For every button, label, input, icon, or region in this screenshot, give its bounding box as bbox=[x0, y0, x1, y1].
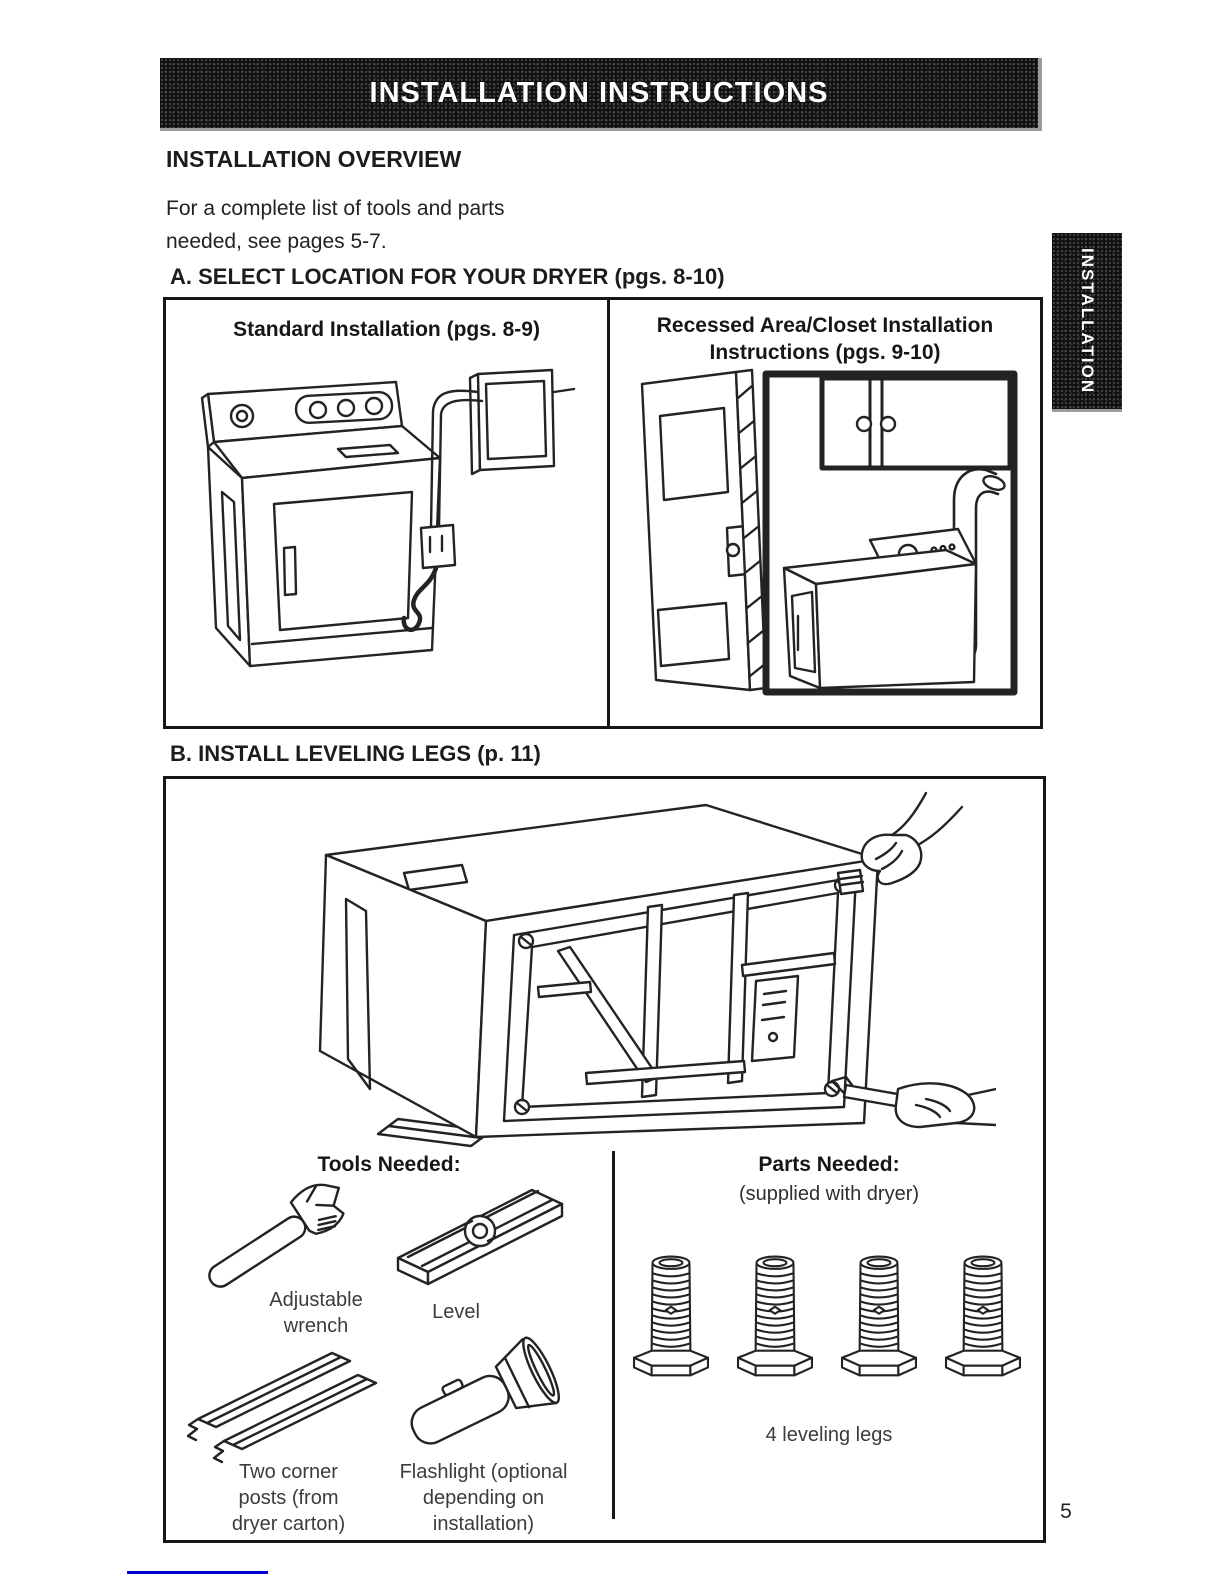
section-a-heading: A. SELECT LOCATION FOR YOUR DRYER (pgs. 8-10) bbox=[170, 264, 725, 289]
flashlight-illustration bbox=[394, 1303, 599, 1458]
parts-needed-subheading: (supplied with dryer) bbox=[738, 1183, 920, 1205]
leveling-leg-illustration bbox=[939, 1227, 1027, 1397]
leveling-leg-illustration bbox=[627, 1227, 715, 1397]
standard-installation-dryer-illustration bbox=[178, 352, 598, 707]
parts-needed-heading: Parts Needed: bbox=[758, 1153, 900, 1176]
leveling-legs-figure-box bbox=[163, 776, 1046, 1543]
standard-installation-title: Standard Installation (pgs. 8-9) bbox=[233, 318, 540, 341]
level-illustration bbox=[386, 1163, 571, 1293]
overview-heading: INSTALLATION OVERVIEW bbox=[166, 146, 462, 172]
section-b-heading: B. INSTALL LEVELING LEGS (p. 11) bbox=[170, 741, 541, 766]
page-number: 5 bbox=[1060, 1500, 1072, 1523]
installation-instructions-banner bbox=[160, 58, 1042, 131]
leveling-leg-illustration bbox=[835, 1227, 923, 1397]
adjustable-wrench-label: Adjustable wrench bbox=[269, 1289, 363, 1337]
overview-body: For a complete list of tools and parts needed, see pages 5-7. bbox=[166, 197, 505, 253]
figure-b-divider bbox=[612, 1151, 615, 1519]
leveling-leg-illustration bbox=[731, 1227, 819, 1397]
leveling-legs-row bbox=[626, 1227, 1028, 1397]
dryer-bottom-leveling-illustration bbox=[286, 789, 996, 1149]
corner-posts-label: Two corner posts (from dryer carton) bbox=[231, 1461, 346, 1535]
side-tab-label: INSTALLATION bbox=[1078, 247, 1097, 395]
leveling-legs-caption: 4 leveling legs bbox=[765, 1424, 893, 1446]
recessed-installation-title: Recessed Area/Closet Installation Instructions (pgs. 9-10) bbox=[656, 314, 994, 364]
installation-side-tab bbox=[1052, 233, 1122, 412]
location-figure-box bbox=[163, 297, 1043, 729]
flashlight-label: Flashlight (optional depending on installation) bbox=[399, 1461, 568, 1535]
level-label: Level bbox=[432, 1301, 480, 1323]
tools-needed-heading: Tools Needed: bbox=[317, 1153, 461, 1176]
recessed-closet-installation-illustration bbox=[624, 358, 1029, 708]
banner-title: INSTALLATION INSTRUCTIONS bbox=[369, 76, 829, 109]
adjustable-wrench-illustration bbox=[191, 1171, 386, 1296]
link-underline-artifact bbox=[127, 1571, 268, 1574]
corner-posts-illustration bbox=[184, 1341, 389, 1466]
